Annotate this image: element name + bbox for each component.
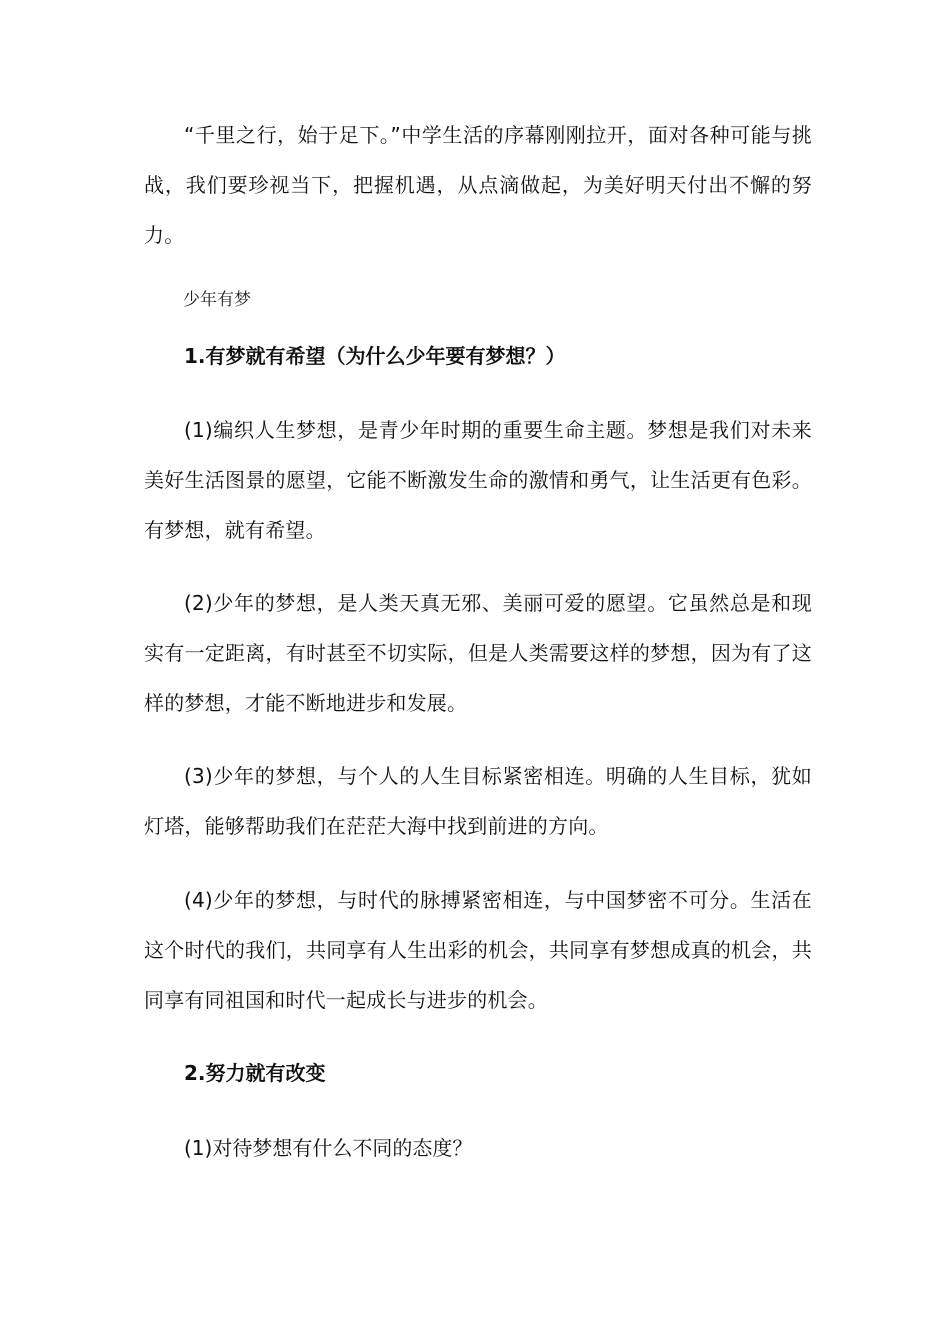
point-paragraph-2: (2)少年的梦想，是人类天真无邪、美丽可爱的愿望。它虽然总是和现实有一定距离，有时甚至不切实际，但是人类需要这样的梦想，因为有了这样的梦想，才能不断地进步和发展。 bbox=[144, 591, 812, 715]
section-title: 少年有梦 bbox=[183, 290, 251, 310]
heading-dream-hope: 1.有梦就有希望（为什么少年要有梦想？） bbox=[184, 344, 566, 368]
heading-effort-change: 2.努力就有改变 bbox=[184, 1061, 326, 1085]
point-paragraph-3: (3)少年的梦想，与个人的人生目标紧密相连。明确的人生目标，犹如灯塔，能够帮助我们在茫茫大海中找到前进的方向。 bbox=[144, 764, 812, 838]
point-paragraph-4: (4)少年的梦想，与时代的脉搏紧密相连，与中国梦密不可分。生活在这个时代的我们，共同享有人生出彩的机会，共同享有梦想成真的机会，共同享有同祖国和时代一起成长与进步的机会。 bbox=[144, 888, 812, 1012]
intro-paragraph: “千里之行，始于足下。”中学生活的序幕刚刚拉开，面对各种可能与挑战，我们要珍视当下，把握机遇，从点滴做起，为美好明天付出不懈的努力。 bbox=[144, 123, 812, 247]
question-attitude: (1)对待梦想有什么不同的态度？ bbox=[184, 1136, 473, 1160]
point-paragraph-1: (1)编织人生梦想，是青少年时期的重要生命主题。梦想是我们对未来美好生活图景的愿望，它能不断激发生命的激情和勇气，让生活更有色彩。有梦想，就有希望。 bbox=[144, 418, 812, 542]
